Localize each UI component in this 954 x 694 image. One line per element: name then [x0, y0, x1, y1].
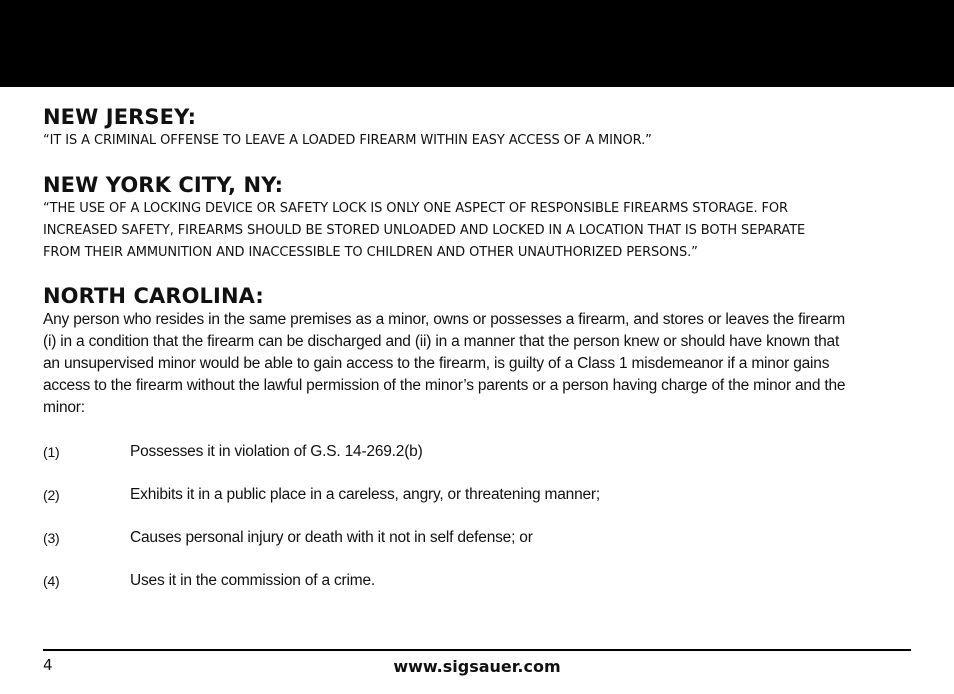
list-item-text: Possesses it in violation of G.S. 14-269.2(b)	[130, 443, 423, 460]
quote-line: FROM THEIR AMMUNITION AND INACCESSIBLE TO CHILDREN AND OTHER UNAUTHORIZED PERSONS.”	[43, 245, 698, 260]
quote-line: INCREASED SAFETY, FIREARMS SHOULD BE STORED UNLOADED AND LOCKED IN A LOCATION THAT IS BOTH SEPARATE	[43, 223, 806, 238]
section-north-carolina	[43, 283, 915, 592]
list-item-number: (1)	[43, 444, 60, 460]
quote-line: “THE USE OF A LOCKING DEVICE OR SAFETY LOCK IS ONLY ONE ASPECT OF RESPONSIBLE FIREARMS STORAGE. FOR	[43, 201, 788, 216]
paragraph-line: an unsupervised minor would be able to gain access to the firearm, is guilty of a Class 1 misdemeanor if a minor gains	[43, 355, 830, 372]
paragraph-line: minor:	[43, 399, 85, 416]
section-new-york-city	[43, 172, 915, 264]
list-item	[43, 441, 915, 463]
condition-list	[43, 441, 915, 592]
list-item-number: (4)	[43, 573, 60, 589]
paragraph-line: access to the firearm without the lawful permission of the minor’s parents or a person having charge of the minor and the	[43, 377, 846, 394]
page-content	[43, 104, 915, 613]
header-bar	[0, 0, 954, 87]
list-item	[43, 484, 915, 506]
list-item	[43, 570, 915, 592]
heading-new-jersey: NEW JERSEY:	[43, 105, 197, 129]
page-number: 4	[43, 656, 53, 674]
list-item-text: Uses it in the commission of a crime.	[130, 572, 375, 589]
list-item-number: (3)	[43, 530, 60, 546]
list-item-number: (2)	[43, 487, 60, 503]
heading-new-york-city: NEW YORK CITY, NY:	[43, 173, 284, 197]
list-item	[43, 527, 915, 549]
list-item-text: Exhibits it in a public place in a careless, angry, or threatening manner;	[130, 486, 600, 503]
section-new-jersey	[43, 104, 915, 152]
list-item-text: Causes personal injury or death with it not in self defense; or	[130, 529, 533, 546]
heading-north-carolina: NORTH CAROLINA:	[43, 284, 264, 308]
quote-new-jersey: “IT IS A CRIMINAL OFFENSE TO LEAVE A LOADED FIREARM WITHIN EASY ACCESS OF A MINOR.”	[43, 133, 652, 148]
paragraph-line: (i) in a condition that the firearm can be discharged and (ii) in a manner that the person knew or should have known that	[43, 333, 840, 350]
footer-url: www.sigsauer.com	[393, 657, 561, 676]
paragraph-line: Any person who resides in the same premises as a minor, owns or possesses a firearm, and stores or leaves the firearm	[43, 311, 845, 328]
footer-divider	[43, 649, 911, 651]
